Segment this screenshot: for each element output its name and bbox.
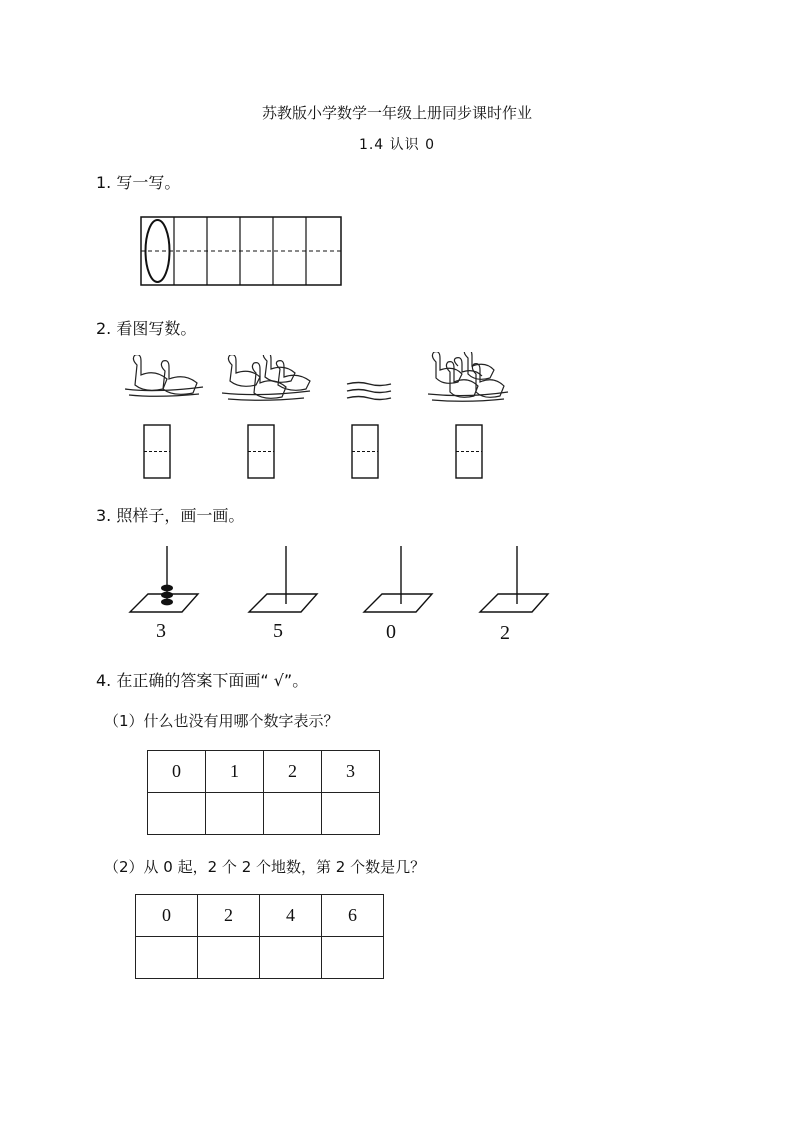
question-4-2-prompt: （2）从 0 起，2 个 2 个地数，第 2 个数是几？ bbox=[104, 858, 426, 876]
worksheet-title: 苏教版小学数学一年级上册同步课时作业 bbox=[261, 104, 532, 122]
option-cell: 6 bbox=[322, 895, 384, 937]
swan-group-5-image bbox=[428, 352, 510, 404]
abacus-rod-3[interactable] bbox=[362, 544, 434, 616]
check-cell[interactable] bbox=[322, 793, 380, 835]
check-cell[interactable] bbox=[148, 793, 206, 835]
abacus-number-4: 2 bbox=[500, 622, 510, 644]
check-cell[interactable] bbox=[322, 937, 384, 979]
abacus-number-3: 0 bbox=[386, 621, 396, 643]
abacus-number-1: 3 bbox=[156, 620, 166, 642]
bead bbox=[161, 599, 173, 606]
abacus-rod-sample bbox=[128, 544, 200, 616]
answer-table-2 bbox=[135, 894, 384, 979]
answer-table-1 bbox=[147, 750, 380, 835]
check-cell[interactable] bbox=[198, 937, 260, 979]
check-cell[interactable] bbox=[264, 793, 322, 835]
question-1-label: 1. 写一写。 bbox=[96, 173, 181, 192]
answer-box-2[interactable] bbox=[247, 424, 275, 480]
answer-box-4[interactable] bbox=[455, 424, 483, 480]
check-cell[interactable] bbox=[136, 937, 198, 979]
option-cell: 1 bbox=[206, 751, 264, 793]
option-cell: 0 bbox=[148, 751, 206, 793]
bead bbox=[161, 585, 173, 592]
option-cell: 2 bbox=[264, 751, 322, 793]
option-cell: 0 bbox=[136, 895, 198, 937]
question-4-1-prompt: （1）什么也没有用哪个数字表示？ bbox=[104, 712, 339, 730]
bead bbox=[161, 592, 173, 599]
water-ripple-empty-image bbox=[345, 378, 395, 402]
abacus-rod-2[interactable] bbox=[247, 544, 319, 616]
question-3-label: 3. 照样子，画一画。 bbox=[96, 506, 245, 525]
abacus-number-2: 5 bbox=[273, 620, 283, 642]
abacus-rod-4[interactable] bbox=[478, 544, 550, 616]
answer-box-3[interactable] bbox=[351, 424, 379, 480]
option-cell: 2 bbox=[198, 895, 260, 937]
answer-box-1[interactable] bbox=[143, 424, 171, 480]
option-cell: 4 bbox=[260, 895, 322, 937]
swan-group-4-image bbox=[222, 355, 312, 403]
question-4-label: 4. 在正确的答案下面画“ √”。 bbox=[96, 671, 309, 690]
writing-grid[interactable] bbox=[140, 216, 344, 288]
check-cell[interactable] bbox=[206, 793, 264, 835]
option-cell: 3 bbox=[322, 751, 380, 793]
lesson-subtitle: 1.4 认识 0 bbox=[358, 137, 436, 153]
swan-group-2-image bbox=[125, 355, 205, 400]
question-2-label: 2. 看图写数。 bbox=[96, 319, 197, 338]
check-cell[interactable] bbox=[260, 937, 322, 979]
